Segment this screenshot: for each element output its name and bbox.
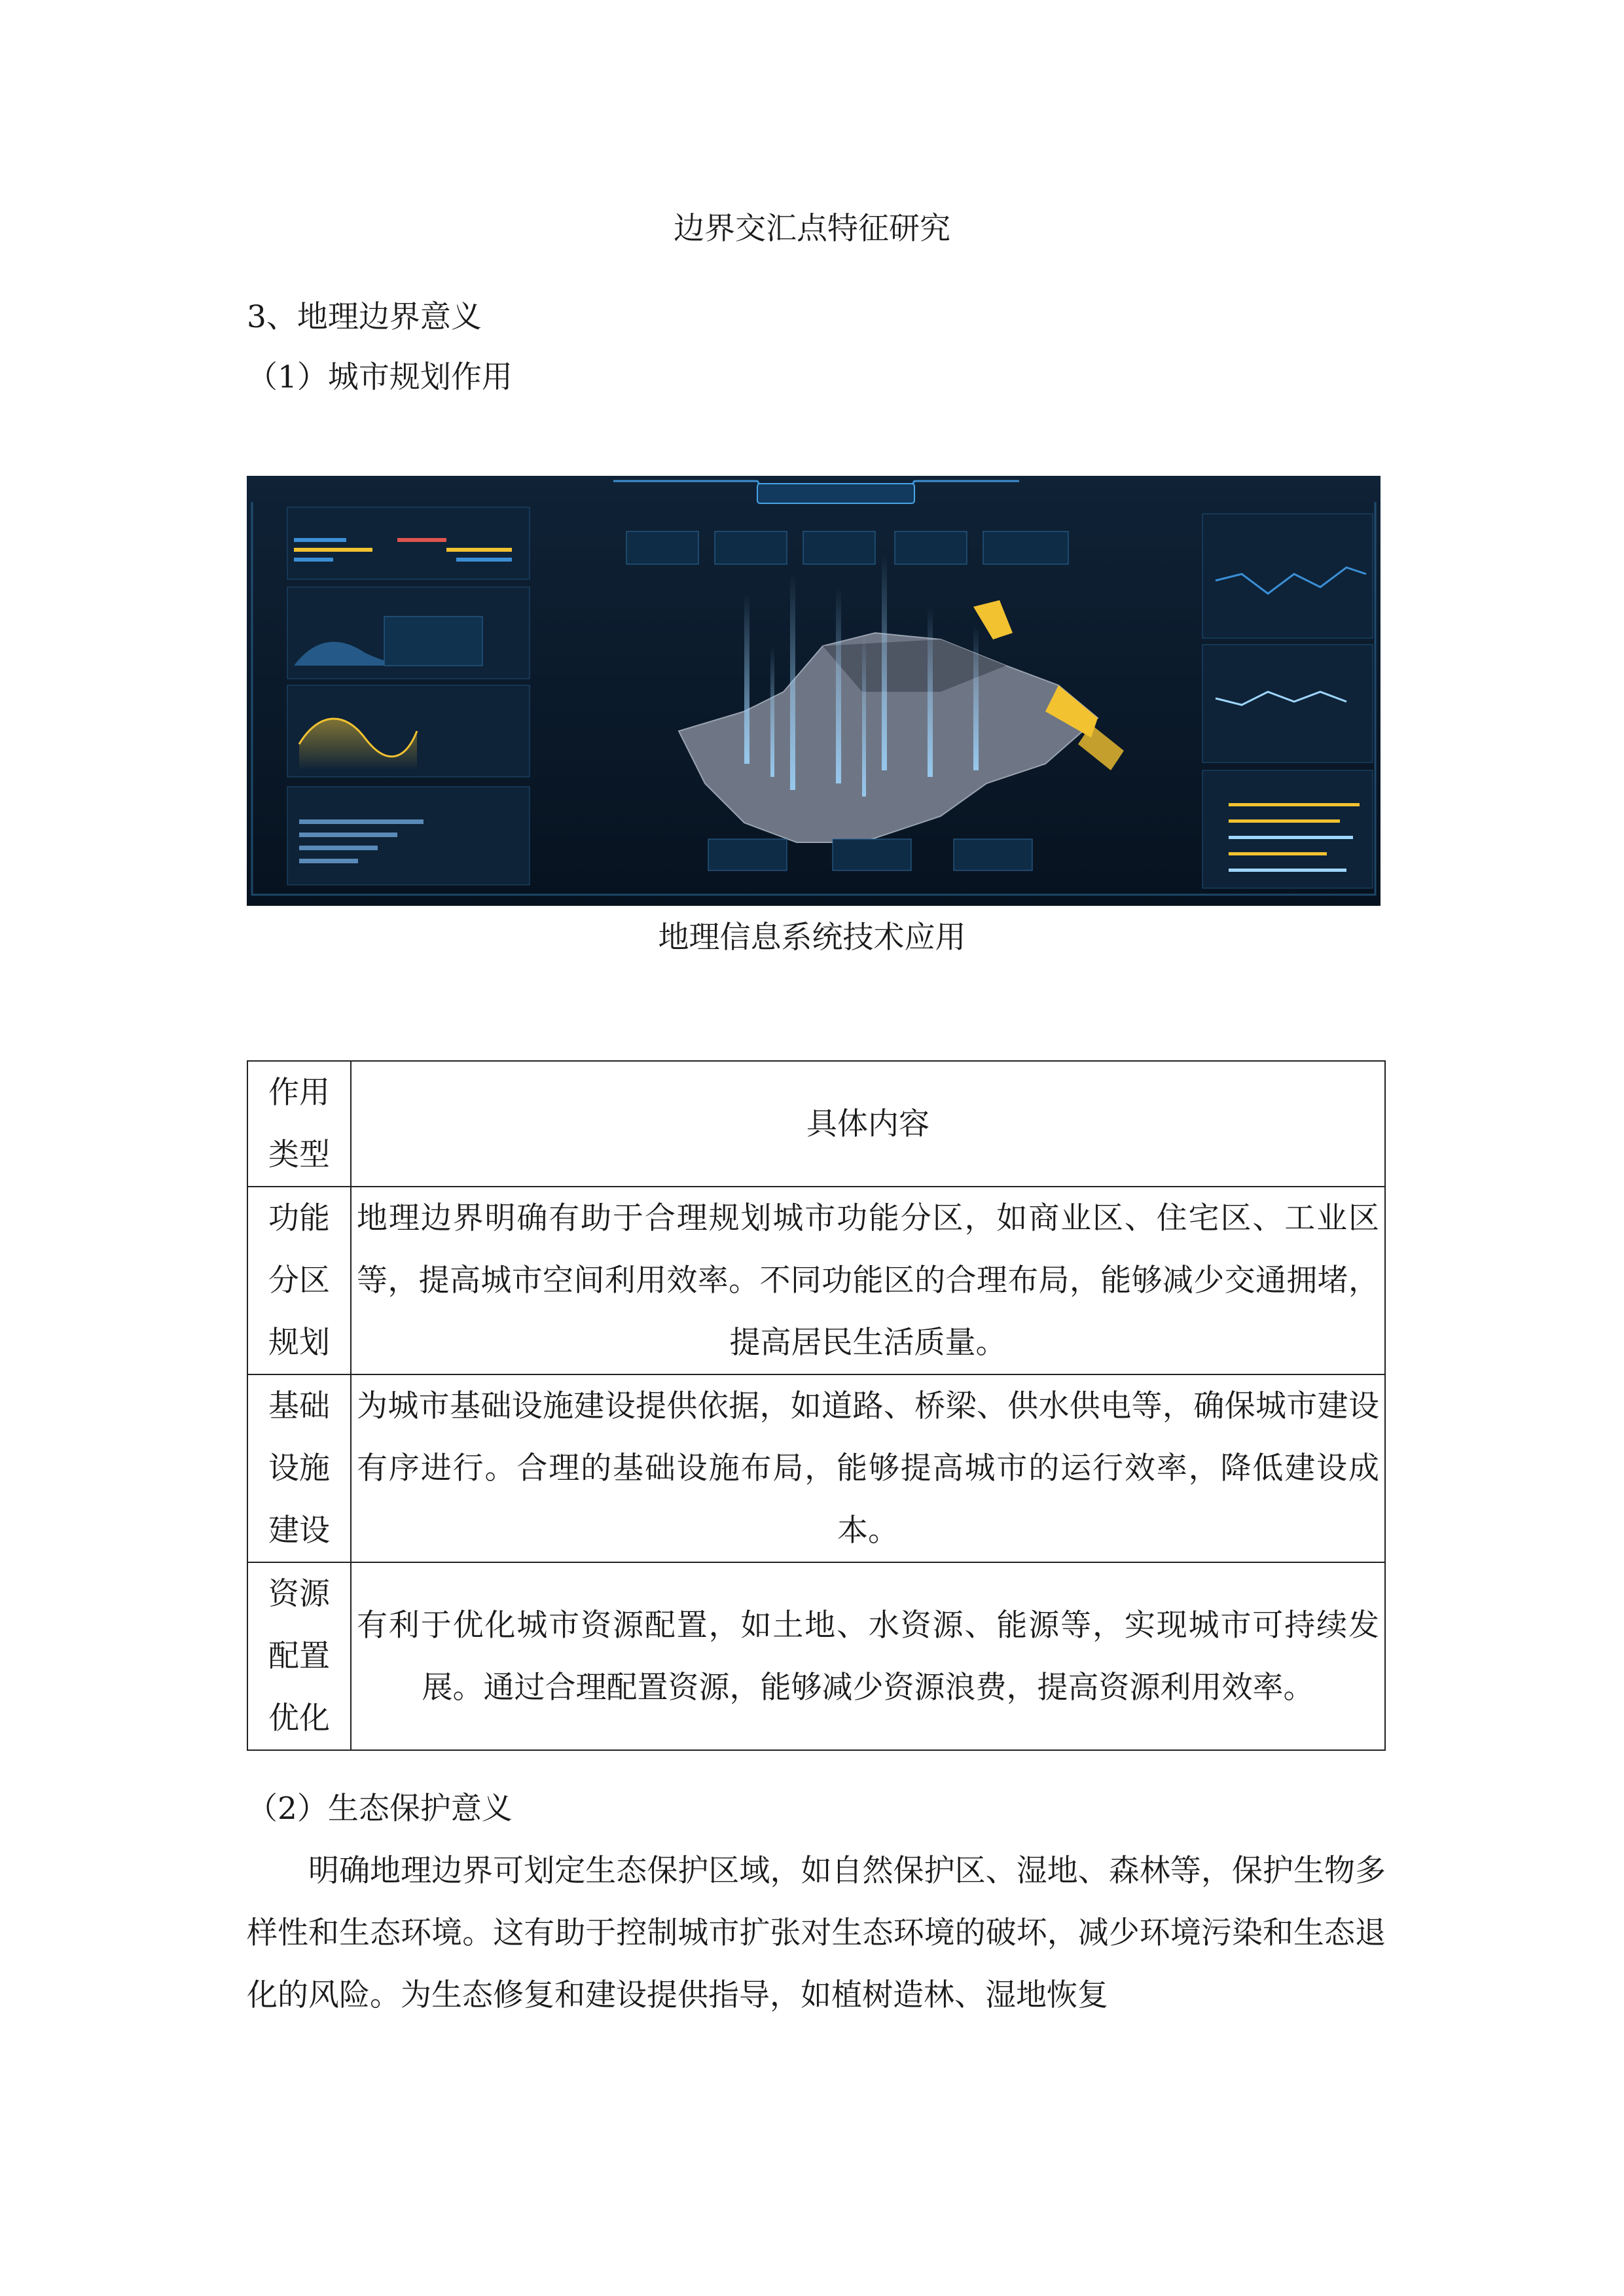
row-content-cell: 地理边界明确有助于合理规划城市功能分区，如商业区、住宅区、工业区等，提高城市空间利用效率。不同功能区的合理布局，能够减少交通拥堵，提高居民生活质量。	[351, 1187, 1385, 1374]
gis-dashboard-figure	[247, 476, 1380, 906]
dashboard-title-plate	[757, 484, 914, 503]
table-row	[247, 1562, 1385, 1750]
section-heading: 3、地理边界意义	[247, 299, 482, 335]
row-type-cell: 基础设施建设	[247, 1374, 351, 1562]
table-header-row	[247, 1061, 1385, 1187]
table-row	[247, 1187, 1385, 1374]
stat-cards-bottom	[708, 839, 1032, 870]
row-type-cell: 资源配置优化	[247, 1562, 351, 1750]
left-panels	[287, 507, 530, 885]
role-table	[247, 1060, 1386, 1751]
subsection-heading-ecology: （2）生态保护意义	[247, 1791, 513, 1827]
figure-caption: 地理信息系统技术应用	[658, 920, 966, 956]
dashboard-screenshot-image	[247, 476, 1380, 906]
row-content-cell: 为城市基础设施建设提供依据，如道路、桥梁、供水供电等，确保城市建设有序进行。合理的基础设施布局，能够提高城市的运行效率，降低建设成本。	[351, 1374, 1385, 1562]
page-title: 边界交汇点特征研究	[674, 211, 950, 247]
row-content-cell: 有利于优化城市资源配置，如土地、水资源、能源等，实现城市可持续发展。通过合理配置资源，能够减少资源浪费，提高资源利用效率。	[351, 1562, 1385, 1750]
header-content-cell: 具体内容	[351, 1061, 1385, 1187]
header-type-cell: 作用类型	[247, 1061, 351, 1187]
stat-cards-top	[626, 531, 1068, 564]
subsection-heading-urban-planning: （1）城市规划作用	[247, 359, 513, 395]
right-panels	[1202, 514, 1373, 888]
table-row	[247, 1374, 1385, 1562]
row-type-cell: 功能分区规划	[247, 1187, 351, 1374]
body-paragraph: 明确地理边界可划定生态保护区域，如自然保护区、湿地、森林等，保护生物多样性和生态环境。这有助于控制城市扩张对生态环境的破坏，减少环境污染和生态退化的风险。为生态修复和建设提供指导，如植树造林、湿地恢复	[247, 1853, 1386, 2013]
